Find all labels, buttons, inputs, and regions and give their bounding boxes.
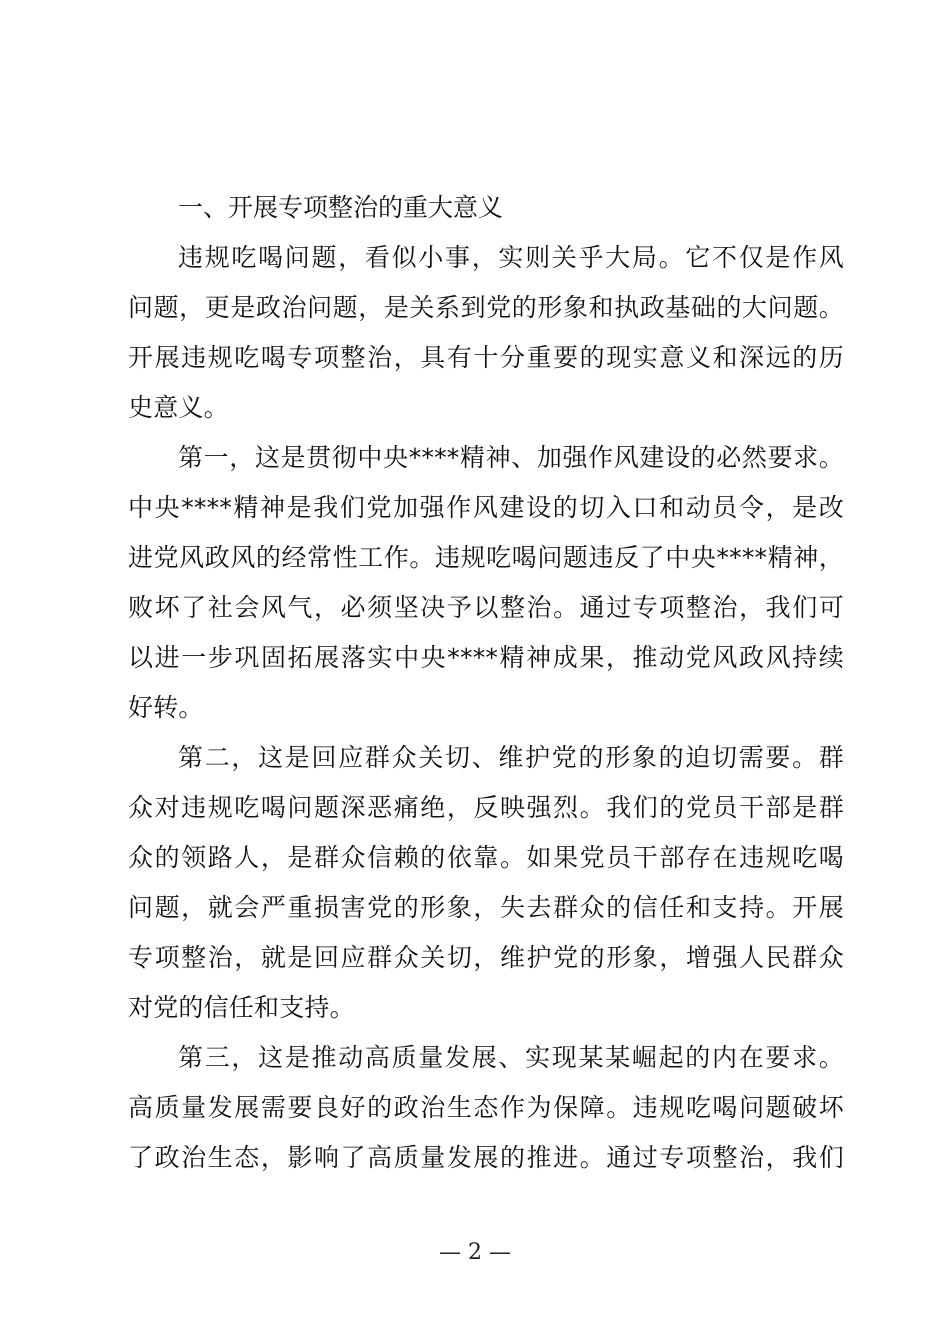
paragraph-1 bbox=[128, 233, 844, 433]
text-line: 众的领路人，是群众信赖的依靠。如果党员干部存在违规吃喝 bbox=[128, 843, 844, 872]
text-line: 败坏了社会风气，必须坚决予以整治。通过专项整治，我们可 bbox=[128, 593, 844, 622]
text-line: 专项整治，就是回应群众关切，维护党的形象，增强人民群众 bbox=[128, 943, 844, 972]
document-body bbox=[128, 183, 844, 1183]
section-heading: 一、开展专项整治的重大意义 bbox=[178, 193, 504, 222]
text-line: 第三，这是推动高质量发展、实现某某崛起的内在要求。 bbox=[178, 1043, 844, 1072]
paragraph-4 bbox=[128, 1033, 844, 1183]
text-line: 众对违规吃喝问题深恶痛绝，反映强烈。我们的党员干部是群 bbox=[128, 793, 844, 822]
text-line: 第一，这是贯彻中央****精神、加强作风建设的必然要求。 bbox=[178, 443, 844, 472]
text-line: 了政治生态，影响了高质量发展的推进。通过专项整治，我们 bbox=[128, 1143, 844, 1172]
text-line: 高质量发展需要良好的政治生态作为保障。违规吃喝问题破坏 bbox=[128, 1093, 844, 1122]
text-line: 开展违规吃喝专项整治，具有十分重要的现实意义和深远的历 bbox=[128, 343, 844, 372]
text-line: 对党的信任和支持。 bbox=[128, 993, 355, 1022]
paragraph-3 bbox=[128, 733, 844, 1033]
text-line: 违规吃喝问题，看似小事，实则关乎大局。它不仅是作风 bbox=[178, 243, 844, 272]
paragraph-2 bbox=[128, 433, 844, 733]
text-line: 好转。 bbox=[128, 693, 204, 722]
text-line: 史意义。 bbox=[128, 393, 229, 422]
text-line: 问题，更是政治问题，是关系到党的形象和执政基础的大问题。 bbox=[128, 293, 844, 322]
text-line: 问题，就会严重损害党的形象，失去群众的信任和支持。开展 bbox=[128, 893, 844, 922]
text-line: 中央****精神是我们党加强作风建设的切入口和动员令，是改 bbox=[128, 493, 844, 522]
text-line: 第二，这是回应群众关切、维护党的形象的迫切需要。群 bbox=[178, 743, 844, 772]
text-line: 以进一步巩固拓展落实中央****精神成果，推动党风政风持续 bbox=[128, 643, 844, 672]
page-number: — 2 — bbox=[439, 1240, 511, 1265]
text-line: 进党风政风的经常性工作。违规吃喝问题违反了中央****精神， bbox=[128, 543, 844, 572]
